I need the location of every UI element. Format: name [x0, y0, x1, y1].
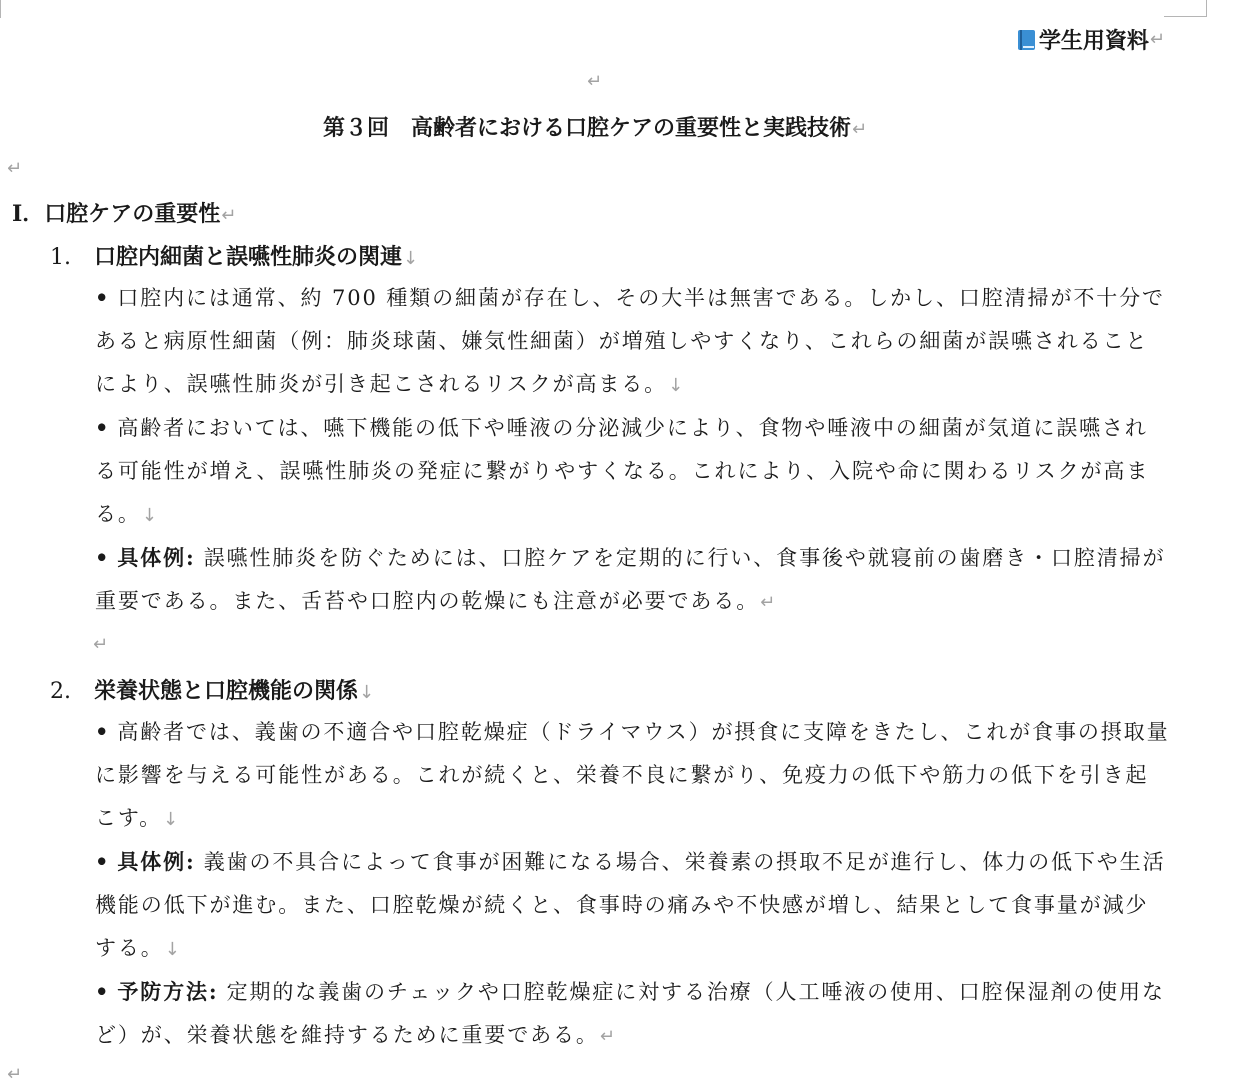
item-heading — [50, 674, 374, 705]
bullet-text: 高齢者においては、嚥下機能の低下や唾液の分泌減少により、食物や唾液中の細菌が気道に誤嚥される可能性が増え、誤嚥性肺炎の発症に繋がりやすくなる。これにより、入院や命に関わるリスクが高まる。 — [95, 416, 1150, 526]
item-heading-text: 栄養状態と口腔機能の関係 — [94, 678, 359, 704]
bullet-icon: • — [95, 719, 111, 744]
item-number: 2. — [50, 679, 71, 704]
line-break-mark: ↓ — [359, 682, 375, 703]
empty-paragraph-mark: ↵ — [7, 158, 23, 179]
bullet-icon: • — [95, 545, 111, 570]
bullet-icon: • — [95, 415, 111, 440]
line-break-mark: ↓ — [164, 939, 182, 960]
item-heading-text: 口腔内細菌と誤嚥性肺炎の関連 — [94, 244, 403, 270]
bullet-icon: • — [95, 285, 111, 310]
empty-paragraph-mark: ↵ — [7, 1064, 23, 1085]
bullet-icon: • — [95, 979, 111, 1004]
paragraph-mark: ↵ — [221, 205, 237, 226]
section-title — [12, 197, 236, 228]
bullet-lead-label: 具体例: — [117, 545, 196, 570]
paragraph-mark: ↵ — [851, 119, 868, 140]
bullet-text: 誤嚥性肺炎を防ぐためには、口腔ケアを定期的に行い、食事後や就寝前の歯磨き・口腔清掃が重要である。また、舌苔や口腔内の乾燥にも注意が必要である。 — [95, 546, 1166, 613]
line-break-mark: ↓ — [163, 809, 181, 830]
bullet-paragraph — [95, 536, 1170, 624]
document-title — [0, 111, 1190, 142]
header-badge — [1018, 24, 1165, 55]
item-number: 1. — [50, 245, 71, 270]
line-break-mark: ↓ — [403, 248, 419, 269]
bullet-paragraph — [95, 710, 1170, 841]
paragraph-mark: ↵ — [599, 1026, 617, 1047]
book-icon — [1018, 29, 1036, 51]
paragraph-mark: ↵ — [760, 592, 778, 613]
bullet-lead-label: 具体例: — [117, 849, 196, 874]
bullet-text: 義歯の不具合によって食事が困難になる場合、栄養素の摂取不足が進行し、体力の低下や生活機能の低下が進む。また、口腔乾燥が続くと、食事時の痛みや不快感が増し、結果として食事量が減少する。 — [95, 850, 1166, 960]
crop-mark-top-left — [0, 0, 7, 18]
crop-mark-top-right — [1164, 0, 1207, 17]
bullet-text: 定期的な義歯のチェックや口腔乾燥症に対する治療（人工唾液の使用、口腔保湿剤の使用など）が、栄養状態を維持するために重要である。 — [95, 980, 1165, 1047]
document-title-text: 第３回 高齢者における口腔ケアの重要性と実践技術 — [322, 115, 851, 141]
section-title-text: Ⅰ．口腔ケアの重要性 — [12, 201, 221, 227]
bullet-lead-label: 予防方法: — [117, 979, 219, 1004]
bullet-paragraph — [95, 970, 1170, 1058]
bullet-text: 高齢者では、義歯の不適合や口腔乾燥症（ドライマウス）が摂食に支障をきたし、これが食事の摂取量に影響を与える可能性がある。これが続くと、栄養不良に繋がり、免疫力の低下や筋力の低下を引き起こす。 — [95, 720, 1170, 830]
line-break-mark: ↓ — [668, 375, 686, 396]
bullet-text: 口腔内には通常、約 700 種類の細菌が存在し、その大半は無害である。しかし、口腔清掃が不十分であると病原性細菌（例：肺炎球菌、嫌気性細菌）が増殖しやすくなり、これらの細菌が誤嚥されることにより、誤嚥性肺炎が引き起こされるリスクが高まる。 — [95, 286, 1165, 396]
bullet-icon: • — [95, 849, 111, 874]
paragraph-mark: ↵ — [1149, 29, 1165, 50]
empty-paragraph-mark: ↵ — [93, 634, 109, 655]
bullet-paragraph — [95, 406, 1170, 537]
bullet-paragraph — [95, 276, 1170, 407]
empty-paragraph-mark: ↵ — [587, 71, 603, 92]
line-break-mark: ↓ — [141, 505, 159, 526]
bullet-paragraph — [95, 840, 1170, 971]
item-heading — [50, 240, 418, 271]
header-badge-label: 学生用資料 — [1038, 28, 1149, 54]
